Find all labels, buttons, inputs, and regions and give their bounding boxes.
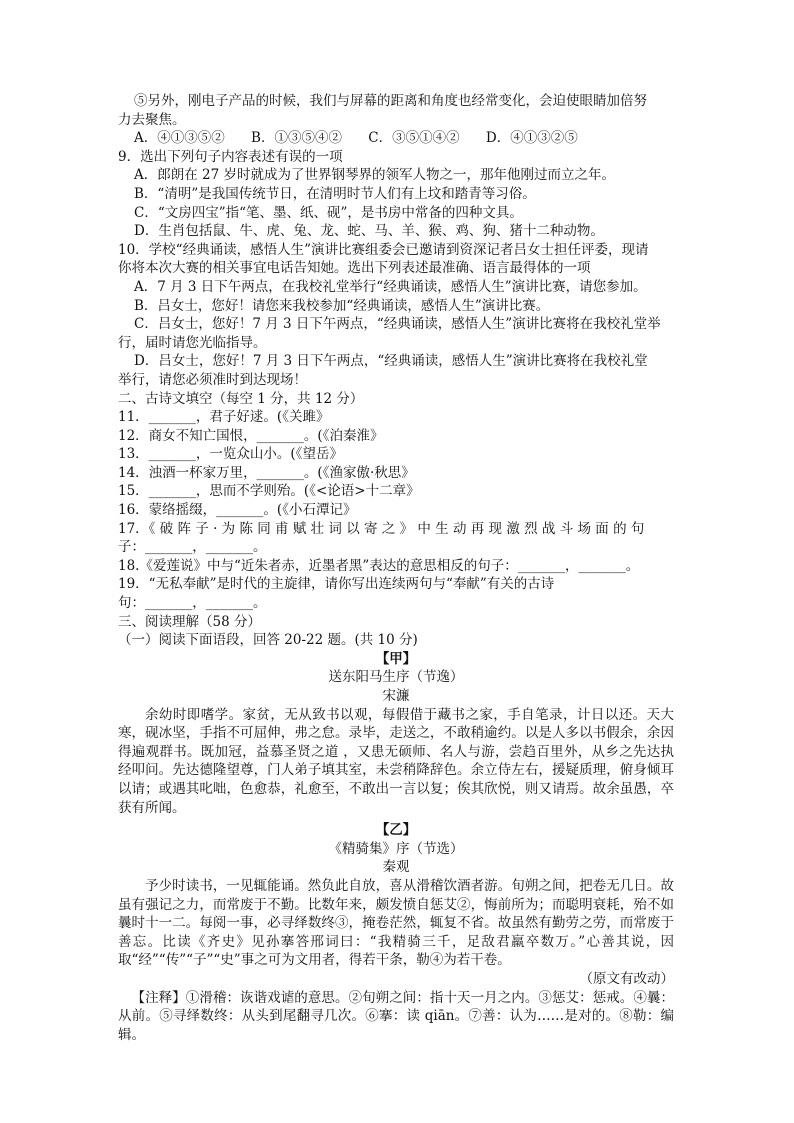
q17-line2: 子：_______，_______。 [118, 539, 267, 556]
q10-option-a[interactable]: A．7 月 3 日下午两点，在我校礼堂举行“经典诵读，感悟人生”演讲比赛，请您参加。 [134, 278, 647, 295]
q14: 14．浊酒一杯家万里，_______。(《渔家傲·秋思》 [118, 464, 415, 481]
q19-line2: 句：_______，_______。 [118, 595, 267, 612]
q9-option-c[interactable]: C．“文房四宝”指“笔、墨、纸、砚”，是书房中常备的四种文具。 [134, 204, 523, 221]
q11: 11．_______，君子好逑。(《关雎》 [118, 409, 330, 426]
q10-stem-line2: 你将本次大赛的相关事宜电话告知她。选出下列表述最准确、语言最得体的一项 [118, 260, 591, 277]
q8-option-d[interactable]: D．④①③②⑤ [485, 130, 578, 147]
q9-option-a[interactable]: A．郎朗在 27 岁时就成为了世界钢琴界的领军人物之一，那年他刚过而立之年。 [134, 167, 616, 184]
q10-option-d-line2[interactable]: 举行，请您必须准时到达现场！ [118, 371, 307, 388]
q8-item5-line2: 力去聚焦。 [118, 111, 186, 128]
q8-option-b[interactable]: B．①③⑤④② [251, 130, 342, 147]
section3-heading: 三、阅读理解（58 分） [118, 613, 261, 630]
q13: 13．_______，一览众山小。(《望岳》 [118, 446, 343, 463]
q10-stem-line1: 10．学校“经典诵读，感悟人生”演讲比赛组委会已邀请到资深记者吕女士担任评委，现请 [118, 241, 649, 258]
q15: 15．_______，思而不学则殆。(《<论语>十二章》 [118, 483, 420, 500]
passage-yi-label: 【乙】 [375, 822, 417, 839]
passage-jia-title: 送东阳马生序（节逸） [328, 669, 464, 686]
q10-option-d-line1[interactable]: D．吕女士，您好！7 月 3 日下午两点，“经典诵读，感悟人生”演讲比赛将在我校礼堂 [134, 353, 648, 370]
q18: 18.《爱莲说》中与“近朱者赤，近墨者黑”表达的意思相反的句子：_______，_______。 [118, 557, 640, 574]
section2-heading: 二、古诗文填空（每空 1 分，共 12 分） [118, 390, 364, 407]
passage-jia-label: 【甲】 [375, 650, 417, 667]
q10-option-c-line1[interactable]: C．吕女士，您好！7 月 3 日下午两点，“经典诵读，感悟人生”演讲比赛将在我校礼堂举 [134, 316, 661, 333]
q8-option-c[interactable]: C．③⑤①④② [368, 130, 460, 147]
section3-sub1: （一）阅读下面语段，回答 20-22 题。(共 10 分) [118, 632, 418, 649]
q8-options [118, 129, 674, 148]
q16: 16．蒙络摇缀，_______。(《小石潭记》 [118, 502, 357, 519]
exam-page [118, 92, 674, 1044]
q19-line1: 19．“无私奉献”是时代的主旋律，请你写出连续两句与“奉献”有关的古诗 [118, 576, 555, 593]
passage-yi-title: 《精骑集》序（节选） [328, 840, 464, 857]
q10-option-b[interactable]: B．吕女士，您好！请您来我校参加“经典诵读，感悟人生”演讲比赛。 [134, 297, 550, 314]
q9-option-b[interactable]: B．“清明”是我国传统节日，在清明时节人们有上坟和踏青等习俗。 [134, 185, 536, 202]
q8-option-a[interactable]: A．④①③⑤② [134, 130, 225, 147]
passage-yi-source: （原文有改动） [579, 970, 674, 987]
annotations: 【注释】①滑稽：诙谐戏谑的意思。②旬朔之间：指十天一月之内。③惩艾：惩戒。④曩：从前。⑤寻绎数终：从头到尾翻寻几次。⑥搴：读 qiān。⑦善：认为……是对的。⑧勒：编辑。 [118, 989, 674, 1043]
q8-item5-line1: ⑤另外，刚电子产品的时候，我们与屏幕的距离和角度也经常变化，会迫使眼睛加倍努 [134, 93, 647, 109]
passage-yi-author: 秦观 [382, 859, 410, 876]
passage-jia-text: 余幼时即嗜学。家贫，无从致书以观，每假借于藏书之家，手自笔录，计日以还。天大寒，砚冰坚，手指不可屈伸，弗之怠。录毕，走送之，不敢稍逾约。以是人多以书假余，余因得遍观群书。既加冠，益慕圣贤之道 ，又患无硕师、名人与游，尝趋百里外，从乡之先达执经叩问。先达德隆望尊，门人弟子填其室，未尝稍降辞色。余立侍左右，援疑质理，俯身倾耳以请；或遇其叱咄，色愈恭，礼愈至，不敢出一言以复；俟其欣悦，则又请焉。故余虽愚，卒获有所闻。 [118, 706, 674, 816]
q10-option-c-line2[interactable]: 行，届时请您光临指导。 [118, 334, 267, 351]
q12: 12．商女不知亡国恨，_______。(《泊秦淮》 [118, 427, 384, 444]
passage-yi-text: 予少时读书，一见辄能诵。然负此自放，喜从滑稽饮酒者游。旬朔之间，把卷无几日。故虽有强记之力，而常废于不勤。比数年来，颇发愤自惩艾②，悔前所为；而聪明衰耗，殆不如曩时十一二。每阅一事，必寻绎数终③，掩卷茫然，辄复不省。故虽然有勤劳之劳，而常废于善忘。比读《齐史》见孙搴答邢词曰：“我精骑三千，足敌君羸卒数万。”心善其说，因取“经”“传”“子”“史”事之可为文用者，得若干条，勒④为若干卷。 [118, 877, 674, 969]
q9-option-d[interactable]: D．生肖包括鼠、牛、虎、兔、龙、蛇、马、羊、猴、鸡、狗、猪十二种动物。 [134, 223, 604, 240]
q17-line1: 17．《 破 阵 子 · 为 陈 同 甫 赋 壮 词 以 寄 之 》 中 生 动 再 现 激 烈 战 斗 场 面 的 句 [118, 520, 645, 537]
passage-jia-author: 宋濂 [382, 688, 410, 704]
q9-stem: 9．选出下列句子内容表述有误的一项 [118, 148, 343, 165]
